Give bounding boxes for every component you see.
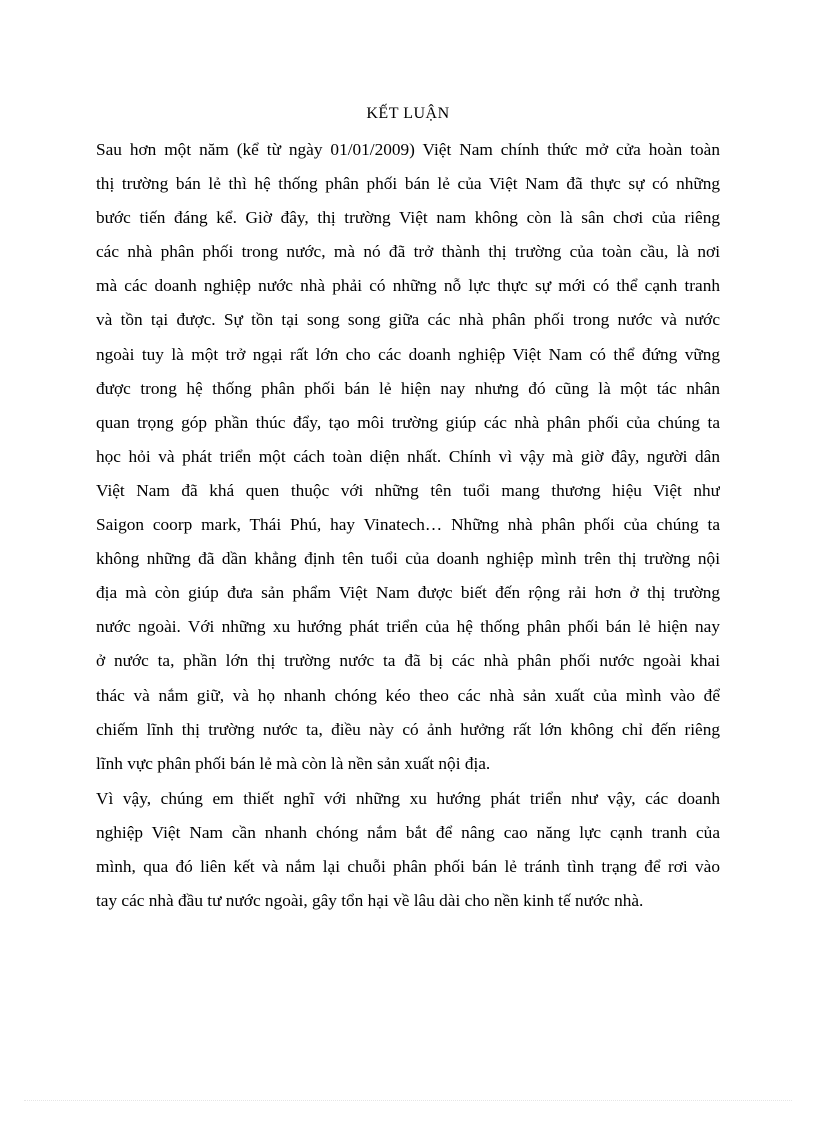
text-line: Saigon coorp mark, Thái Phú, hay Vinatech… Những nhà phân phối của chúng ta — [96, 515, 720, 535]
text-line: tay các nhà đầu tư nước ngoài, gây tổn hại về lâu dài cho nền kinh tế nước nhà. — [96, 891, 644, 911]
text-line: các nhà phân phối trong nước, mà nó đã trở thành thị trường của toàn cầu, là nơi — [96, 242, 720, 262]
text-line: thác và nắm giữ, và họ nhanh chóng kéo theo các nhà sản xuất của mình vào để — [96, 685, 720, 705]
text-line: chiếm lĩnh thị trường nước ta, điều này có ảnh hưởng rất lớn không chỉ đến riêng — [96, 719, 720, 739]
conclusion-paragraph-1 — [96, 133, 720, 781]
text-line: Sau hơn một năm (kể từ ngày 01/01/2009) Việt Nam chính thức mở cửa hoàn toàn — [96, 140, 720, 159]
text-line: nghiệp Việt Nam cần nhanh chóng nắm bắt để nâng cao năng lực cạnh tranh của — [96, 823, 720, 843]
text-line: ở nước ta, phần lớn thị trường nước ta đã bị các nhà phân phối nước ngoài khai — [96, 651, 720, 671]
text-line: mà các doanh nghiệp nước nhà phải có những nỗ lực thực sự mới có thể cạnh tranh — [96, 276, 720, 296]
page-title: KẾT LUẬN — [366, 105, 450, 122]
text-line: ngoài tuy là một trở ngại rất lớn cho các doanh nghiệp Việt Nam có thể đứng vững — [96, 344, 720, 364]
text-line: quan trọng góp phần thúc đẩy, tạo môi trường giúp các nhà phân phối của chúng ta — [96, 412, 720, 432]
page-bottom-divider — [24, 1100, 792, 1101]
text-line: học hỏi và phát triển một cách toàn diện nhất. Chính vì vậy mà giờ đây, người dân — [96, 446, 720, 466]
text-line: thị trường bán lẻ thì hệ thống phân phối bán lẻ của Việt Nam đã thực sự có những — [96, 174, 720, 194]
text-line: Việt Nam đã khá quen thuộc với những tên tuổi mang thương hiệu Việt như — [96, 480, 720, 500]
text-line: địa mà còn giúp đưa sản phẩm Việt Nam được biết đến rộng rải hơn ở thị trường — [96, 583, 720, 603]
text-line: lĩnh vực phân phối bán lẻ mà còn là nền sản xuất nội địa. — [96, 753, 491, 773]
text-line: mình, qua đó liên kết và nắm lại chuỗi phân phối bán lẻ tránh tình trạng để rơi vào — [96, 857, 720, 877]
text-line: nước ngoài. Với những xu hướng phát triển của hệ thống phân phối bán lẻ hiện nay — [96, 617, 720, 637]
text-line: không những đã dần khẳng định tên tuổi của doanh nghiệp mình trên thị trường nội — [96, 549, 720, 569]
text-line: Vì vậy, chúng em thiết nghĩ với những xu hướng phát triển như vậy, các doanh — [96, 789, 720, 808]
text-line: được trong hệ thống phân phối bán lẻ hiện nay nhưng đó cũng là một tác nhân — [96, 378, 720, 398]
text-line: bước tiến đáng kể. Giờ đây, thị trường Việt nam không còn là sân chơi của riêng — [96, 208, 720, 228]
text-line: và tồn tại được. Sự tồn tại song song giữa các nhà phân phối trong nước và nước — [96, 310, 720, 330]
conclusion-paragraph-2 — [96, 782, 720, 918]
